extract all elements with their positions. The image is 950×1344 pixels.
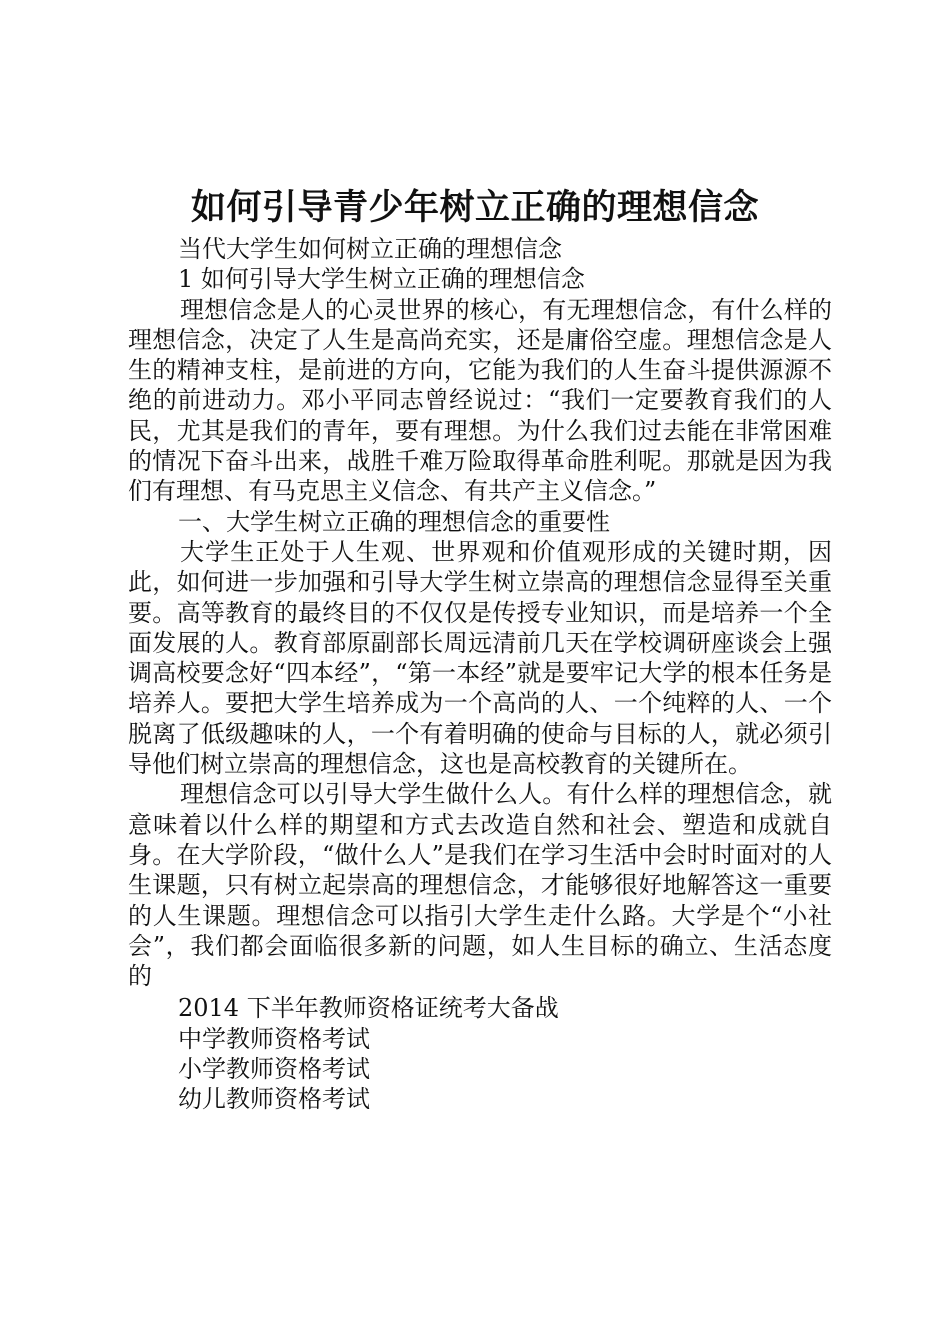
document-title: 如何引导青少年树立正确的理想信念 [190,187,759,228]
section-heading: 一、大学生树立正确的理想信念的重要性 [178,507,610,536]
subtitle-1: 当代大学生如何树立正确的理想信念 [178,235,562,263]
ad-line: 中学教师资格考试 [178,1024,370,1053]
paragraph-3: 理想信念可以引导大学生做什么人。有什么样的理想信念，就意味着以什么样的期望和方式去改造自然和社会、塑造和成就自身。在大学阶段，“做什么人”是我们在学习生活中会时时面对的人生课题，只有树立起崇高的理想信念，才能够很好地解答这一重要的人生课题。理想信念可以指引大学生走什么路。大学是个“小社会”，我们都会面临很多新的问题，如人生目标的确立、生活态度的 [128,780,832,991]
paragraph-1: 理想信念是人的心灵世界的核心，有无理想信念，有什么样的理想信念，决定了人生是高尚充实，还是庸俗空虚。理想信念是人生的精神支柱，是前进的方向，它能为我们的人生奋斗提供源源不绝的前进动力。邓小平同志曾经说过：“我们一定要教育我们的人民，尤其是我们的青年，要有理想。为什么我们过去能在非常困难的情况下奋斗出来，战胜千难万险取得革命胜利呢。那就是因为我们有理想、有马克思主义信念、有共产主义信念。” [128,295,832,506]
ad-line: 2014 下半年教师资格证统考大备战 [178,994,559,1023]
document-body [128,234,832,1115]
ad-line: 幼儿教师资格考试 [178,1085,370,1114]
subtitle-2: 1 如何引导大学生树立正确的理想信念 [178,265,585,294]
paragraph-2: 大学生正处于人生观、世界观和价值观形成的关键时期，因此，如何进一步加强和引导大学生树立崇高的理想信念显得至关重要。高等教育的最终目的不仅仅是传授专业知识，而是培养一个全面发展的人。教育部原副部长周远清前几天在学校调研座谈会上强调高校要念好“四本经”，“第一本经”就是要牢记大学的根本任务是培养人。要把大学生培养成为一个高尚的人、一个纯粹的人、一个脱离了低级趣味的人，一个有着明确的使命与目标的人，就必须引导他们树立崇高的理想信念，这也是高校教育的关键所在。 [128,537,832,779]
ad-line: 小学教师资格考试 [178,1055,370,1084]
